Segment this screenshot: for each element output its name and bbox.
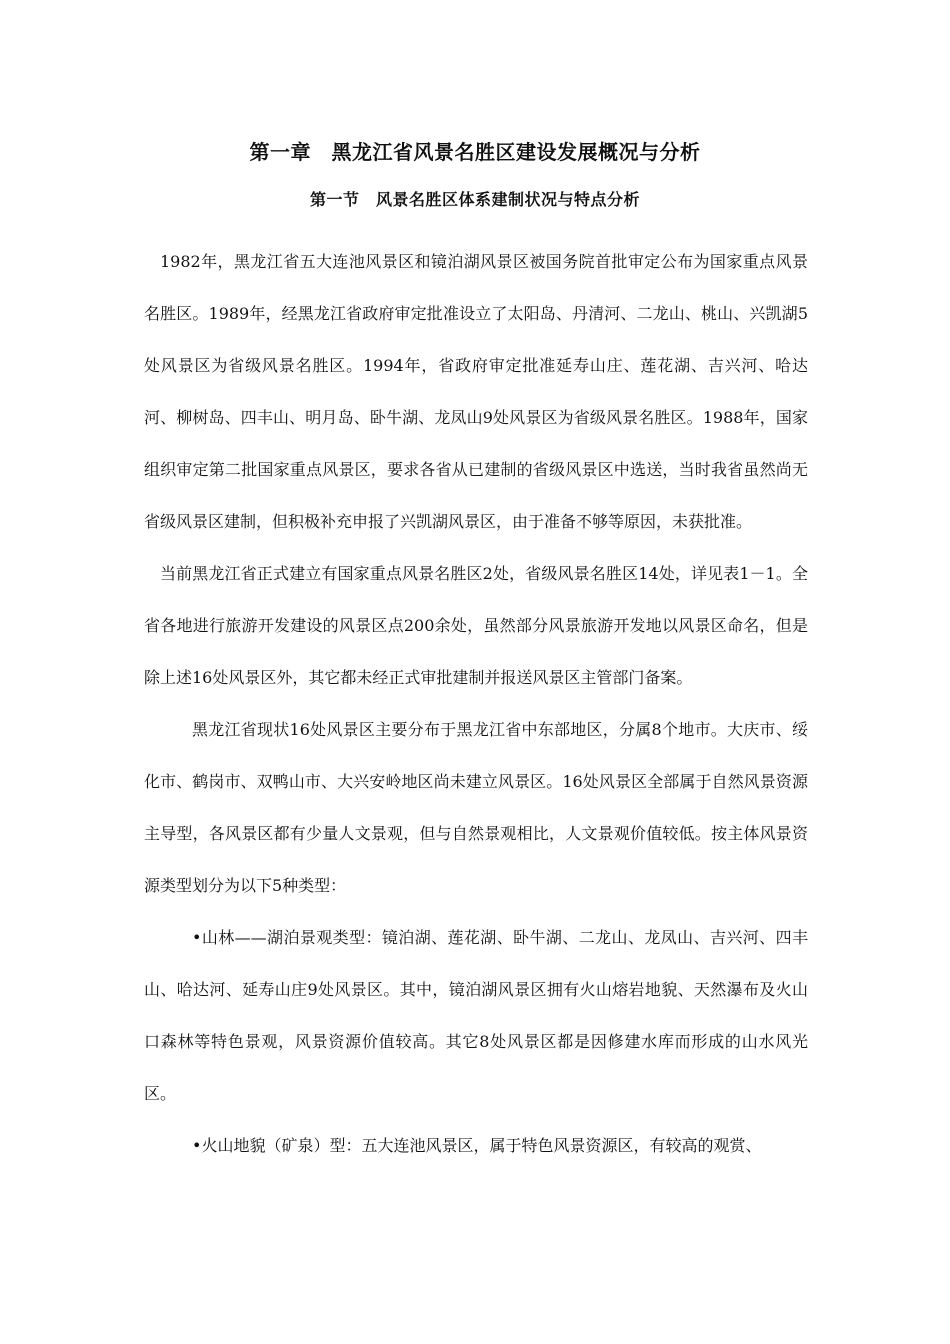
chapter-title: 第一章 黑龙江省风景名胜区建设发展概况与分析: [249, 140, 701, 164]
paragraph-current-status: 当前黑龙江省正式建立有国家重点风景名胜区2处，省级风景名胜区14处，详见表1－1。全省各地进行旅游开发建设的风景区点200余处，虽然部分风景旅游开发地以风景区命名，但是除上述16处风景区外，其它都未经正式审批建制并报送风景区主管部门备案。: [144, 564, 808, 687]
paragraph-designation-history: 1982年，黑龙江省五大连池风景区和镜泊湖风景区被国务院首批审定公布为国家重点风景名胜区。1989年，经黑龙江省政府审定批准设立了太阳岛、丹清河、二龙山、桃山、兴凯湖5处风景区为省级风景名胜区。1994年，省政府审定批准延寿山庄、莲花湖、吉兴河、哈达河、柳树岛、四丰山、明月岛、卧牛湖、龙凤山9处风景区为省级风景名胜区。1988年，国家组织审定第二批国家重点风景区，要求各省从已建制的省级风景区中选送，当时我省虽然尚无省级风景区建制，但积极补充申报了兴凯湖风景区，由于准备不够等原因，未获批准。: [144, 252, 808, 531]
section-title: 第一节 风景名胜区体系建制状况与特点分析: [309, 190, 640, 209]
bullet-volcanic-type: •火山地貌（矿泉）型：五大连池风景区，属于特色风景资源区，有较高的观赏、: [192, 1136, 762, 1155]
bullet-mountain-lake-type: •山林——湖泊景观类型：镜泊湖、莲花湖、卧牛湖、二龙山、龙凤山、吉兴河、四丰山、哈达河、延寿山庄9处风景区。其中，镜泊湖风景区拥有火山熔岩地貌、天然瀑布及火山口森林等特色景观，风景资源价值较高。其它8处风景区都是因修建水库而形成的山水风光区。: [144, 928, 808, 1103]
paragraph-distribution: 黑龙江省现状16处风景区主要分布于黑龙江省中东部地区，分属8个地市。大庆市、绥化市、鹤岗市、双鸭山市、大兴安岭地区尚未建立风景区。16处风景区全部属于自然风景资源主导型，各风景区都有少量人文景观，但与自然景观相比，人文景观价值较低。按主体风景资源类型划分为以下5种类型：: [144, 720, 808, 895]
body-text: [144, 236, 808, 1172]
